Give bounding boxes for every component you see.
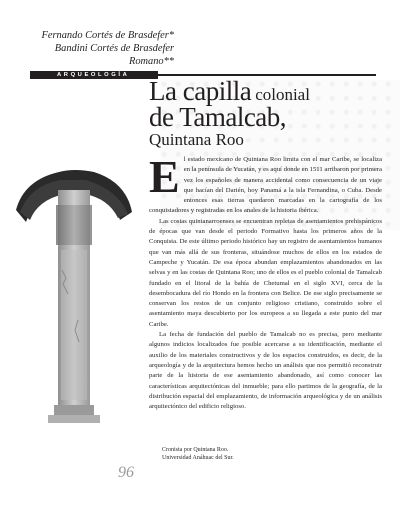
author-affiliation-note [162, 446, 234, 462]
title-part-1b: colonial [255, 85, 310, 104]
author-line-2: Bandini Cortés de Brasdefer [54, 43, 174, 54]
paragraph-3: La fecha de fundación del pueblo de Tamalcab no es precisa, pero mediante algunos indicios localizados fue posible acercarse a su identificación, mediante el auxilio de los materiales constructivos y de los espacios construidos, es decir, de la arqueología y de la arquitectura hemos hecho un análisis que nos permitió reconstruir parte de la historia de ese asentamiento abandonado, así como conocer las características arquitectónicas del inmueble; para ello partimos de la geografía, de la distribución espacial del emplazamiento, de información arqueológica y de un análisis arquitectónico del edificio religioso. [149, 331, 382, 411]
author-block [14, 29, 174, 68]
article-body [149, 151, 382, 412]
drop-cap: E [149, 151, 180, 202]
author-line-3: Romano** [128, 56, 174, 67]
note-line-1: Cronista por Quintana Roo. [162, 447, 229, 453]
stone-artifact-image [14, 150, 134, 430]
page-number: 96 [118, 464, 134, 481]
paragraph-2: Las costas quintanarroenses se encuentran repletas de asentamientos prehispánicos de épocas que van desde el periodo Formativo hasta los primeros años de la Conquista. De este último periodo histórico hay un registro de asentamientos humanos que van más allá de sus fronteras, situándose muchos de ellos en los estados de Campeche y Yucatán. De esa época abundan emplazamientos abandonados en las selvas y en las costas de Quintana Roo; uno de ellos es el pueblo colonial de Tamalcab fundado en el litoral de la bahía de Chetumal en el siglo XVI, cerca de la desembocadura del río Hondo en la frontera con Belice. De ese siglo precisamente se conservan los restos de un conjunto religioso cristiano, construido sobre el asentamiento maya descubierto por los europeos a su llegada a este punto del mar Caribe. [149, 217, 382, 328]
title-part-1: La capilla [149, 76, 252, 106]
paragraph-1: l estado mexicano de Quintana Roo limita con el mar Caribe, se localiza en la península de Yucatán, y es aquí donde en 1511 arribaron por primera vez los españoles de manera accidental como consecuencia de un viaje que hacían del Darién, hoy Panamá a la isla Fernandina, o Cuba. Desde entonces esas tierras quedaron marcadas en la cartografía de los conquistadores y registradas en los anales de la historia ibérica. [149, 156, 382, 215]
section-label: ARQUEOLOGÍA [57, 72, 130, 78]
author-line-1: Fernando Cortés de Brasdefer* [41, 30, 174, 41]
note-line-2: Universidad Anáhuac del Sur. [162, 455, 234, 461]
title-part-2: de Tamalcab, [149, 102, 287, 132]
title-part-3: Quintana Roo [149, 130, 244, 149]
